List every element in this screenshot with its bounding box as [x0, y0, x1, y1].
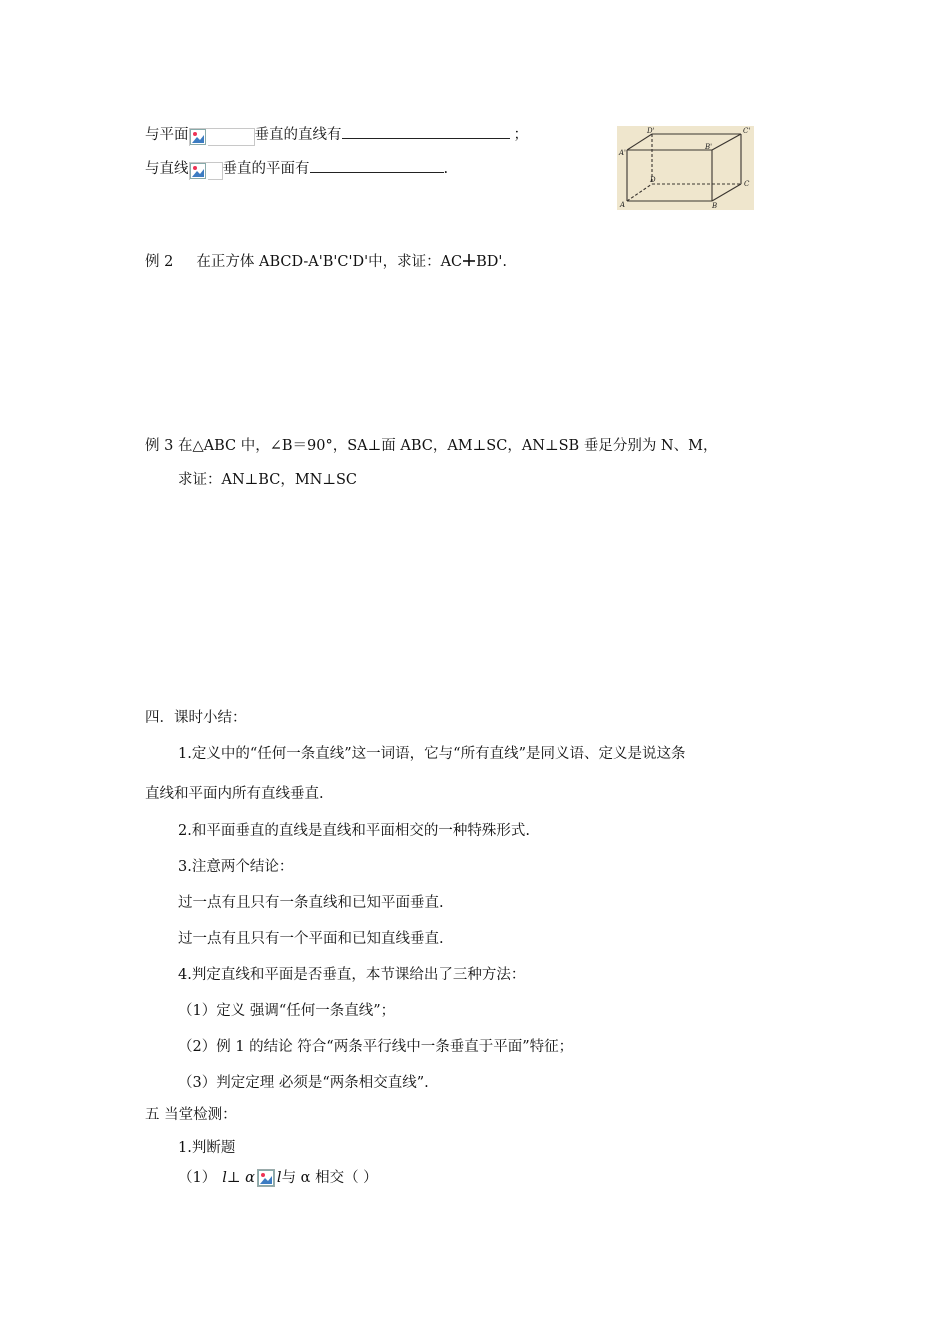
label-d: D [650, 176, 656, 184]
summary-method-3: （3）判定定理 必须是“两条相交直线”. [178, 1075, 429, 1091]
summary-method-1: （1）定义 强调“任何一条直线”； [178, 1003, 396, 1019]
text: 与 α 相交（ ） [281, 1170, 378, 1186]
line-plane-perpendicular [145, 124, 528, 146]
text: 垂直的直线有 [254, 127, 342, 143]
text: 垂直的平面有 [222, 161, 310, 177]
summary-p1b: 直线和平面内所有直线垂直. [145, 786, 324, 802]
label-a: A [620, 201, 626, 209]
text: 与平面 [145, 127, 189, 143]
summary-p2: 2.和平面垂直的直线是直线和平面相交的一种特殊形式. [178, 823, 530, 839]
example-2 [145, 252, 507, 272]
test-heading: 五 当堂检测： [145, 1107, 237, 1123]
label-d-prime: D' [647, 127, 655, 135]
perpendicular-symbol [462, 253, 476, 267]
summary-p1a: 1.定义中的“任何一条直线”这一词语，它与“所有直线”是同义语、定义是说这条 [178, 746, 686, 762]
text: BD'. [476, 254, 508, 270]
text: l [276, 1170, 282, 1186]
broken-image-icon [189, 128, 255, 146]
example-3-prove: 求证：AN⊥BC，MN⊥SC [178, 472, 358, 488]
summary-p3b: 过一点有且只有一个平面和已知直线垂直. [178, 931, 444, 947]
summary-p3a: 过一点有且只有一条直线和已知平面垂直. [178, 895, 444, 911]
cube-figure [617, 126, 754, 210]
summary-method-2: （2）例 1 的结论 符合“两条平行线中一条垂直于平面”特征； [178, 1039, 574, 1055]
summary-heading: 四．课时小结： [145, 710, 247, 726]
image-placeholder-icon [190, 129, 208, 147]
broken-image-icon [189, 162, 223, 180]
answer-blank[interactable] [310, 158, 444, 173]
answer-blank[interactable] [342, 124, 510, 139]
text: ； [513, 127, 528, 143]
label-b-prime: B' [705, 143, 713, 151]
test-q1: 1.判断题 [178, 1140, 236, 1156]
summary-p4: 4.判定直线和平面是否垂直，本节课给出了三种方法： [178, 967, 526, 983]
label-c-prime: C' [743, 127, 751, 135]
text: l [222, 1170, 227, 1186]
cube-diagram-icon [617, 126, 754, 210]
text: ⊥ α [226, 1170, 255, 1186]
text: . [443, 161, 449, 177]
example-3: 例 3 在△ABC 中，∠B＝90°，SA⊥面 ABC，AM⊥SC，AN⊥SB 垂足分别为 N、M， [145, 438, 718, 454]
label-c: C [744, 180, 750, 188]
image-placeholder-icon [190, 163, 208, 181]
broken-image-icon [257, 1169, 275, 1187]
text: （1） [178, 1170, 217, 1186]
label-b: B [712, 202, 718, 210]
text: 与直线 [145, 161, 189, 177]
test-q1-1 [178, 1168, 378, 1188]
text: 例 2 在正方体 ABCD-A'B'C'D'中，求证：AC [145, 254, 463, 270]
summary-p3: 3.注意两个结论： [178, 859, 294, 875]
label-a-prime: A' [619, 149, 626, 157]
line-line-perpendicular [145, 158, 448, 180]
